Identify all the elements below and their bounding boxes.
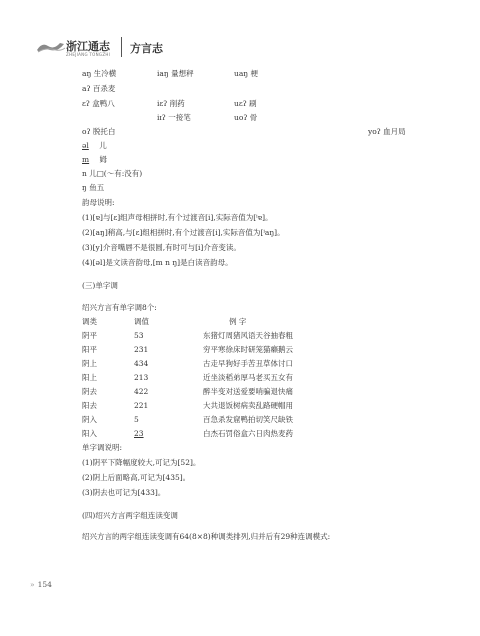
finals-note-3: (3)[y]介音嘴唇不是很圆,有时可与[i]介音变读。 <box>82 243 241 252</box>
tone-note-3: (3)阴去也可记为[433]。 <box>82 488 166 497</box>
tone-row-value: 422 <box>134 387 149 396</box>
tone-row-examples: 百急杀发窟鸭拍切笑尺缺铁 <box>203 415 293 424</box>
tone-row-value: 213 <box>134 373 149 382</box>
section-3-heading: (三)单字调 <box>82 281 118 290</box>
final-ng: ŋ 鱼五 <box>82 183 105 192</box>
final-yo-glottal: yoʔ 血月局 <box>368 127 406 136</box>
tone-header-examples: 例 字 <box>229 317 247 326</box>
tone-row-value: 221 <box>134 401 149 410</box>
tone-row-name: 阴上 <box>82 359 97 368</box>
tone-row-examples: 大共退饭树病卖乱路硬帽用 <box>203 401 293 410</box>
tone-row-examples: 东猪灯周猪风语天谷抽春粗 <box>203 331 293 340</box>
final-e-glottal: ɛʔ 盒鸭八 <box>82 99 115 108</box>
tone-note-1: (1)阴平下降幅度较大,可记为[52]。 <box>82 458 201 467</box>
final-a-glottal: aʔ 百杀麦 <box>82 84 116 93</box>
final-n: n 儿□(～有:没有) <box>82 169 143 178</box>
tone-row-name: 阳去 <box>82 401 97 410</box>
tone-note-2: (2)阴上后面略高,可记为[435]。 <box>82 473 191 482</box>
final-el-example: 儿 <box>99 141 107 150</box>
final-ang: aŋ 生冷横 <box>82 69 117 78</box>
final-m-symbol: m <box>82 155 90 164</box>
final-ii-glottal: iɪʔ 一接笔 <box>157 113 191 122</box>
final-el <box>82 142 107 150</box>
tone-row-examples: 白杰石罚俗盒六日肉热麦药 <box>203 429 293 438</box>
tone-row-name: 阴去 <box>82 387 97 396</box>
tone-intro: 绍兴方言有单字调8个: <box>82 303 157 312</box>
final-ie-glottal: iɛʔ 削药 <box>157 99 185 108</box>
final-el-symbol: əl <box>82 141 89 150</box>
tone-row-examples: 穷平寒徐床时研笼猫癞鹅云 <box>203 345 293 354</box>
tone-row-name: 阴平 <box>82 331 97 340</box>
finals-notes-title: 韵母说明: <box>82 198 115 207</box>
tone-row-value: 5 <box>134 415 139 424</box>
tone-row-examples: 醉半变对送爱要哨骗退快痛 <box>203 387 293 396</box>
tone-row-value: 53 <box>134 331 144 340</box>
page-number <box>30 580 52 589</box>
final-iang: iaŋ 量想秤 <box>157 69 194 78</box>
page-number-value: 154 <box>37 580 52 589</box>
tone-row-value: 23 <box>134 429 144 438</box>
final-o-glottal: oʔ 脱托白 <box>82 127 116 136</box>
finals-note-2: (2)[aŋ]稍高,与[ɛ]组相拼时,有个过渡音[i],实际音值为[ⁱaŋ]。 <box>82 228 285 237</box>
tone-row-name: 阳入 <box>82 429 97 438</box>
tone-row-examples: 古走早狗好手苦丑草体讨口 <box>203 359 293 368</box>
tone-row-name: 阳平 <box>82 345 97 354</box>
brand-subtitle: ZHEJIANG TONGZHI <box>66 52 111 57</box>
tone-row-value: 434 <box>134 359 149 368</box>
tone-notes-title: 单字调说明: <box>82 443 123 452</box>
final-uang: uaŋ 梗 <box>234 69 259 78</box>
tone-row-examples: 近坐淡稻弟厚马老买五女有 <box>203 373 293 382</box>
tone-header-category: 调类 <box>82 317 97 326</box>
section-4-heading: (四)绍兴方言两字组连读变调 <box>82 511 178 520</box>
final-m <box>82 156 107 164</box>
page-marker-icon: » <box>30 580 35 589</box>
header-divider <box>121 37 122 57</box>
tone-row-name: 阳上 <box>82 373 97 382</box>
finals-note-4: (4)[əl]是文读音韵母,[m n ŋ]是白读音韵母。 <box>82 258 233 267</box>
tone-row-name: 阴入 <box>82 415 97 424</box>
final-m-example: 姆 <box>99 155 108 164</box>
final-ue-glottal: uɛʔ 刷 <box>234 99 257 108</box>
section-title: 方言志 <box>130 42 163 55</box>
tone-header-value: 调值 <box>134 317 149 326</box>
tone-row-value: 231 <box>134 345 149 354</box>
zhejiang-tongzhi-logo-icon <box>36 38 66 54</box>
brand-title: 浙江通志 <box>66 40 110 53</box>
final-uo-glottal: uoʔ 骨 <box>234 113 258 122</box>
finals-note-1: (1)[ɐ]与[ɛ]组声母相拼时,有个过渡音[i],实际音值为[ⁱɐ]。 <box>82 213 273 222</box>
section-4-text: 绍兴方言的两字组连读变调有64(8×8)种调类排列,归并后有29种连调模式: <box>82 532 331 541</box>
